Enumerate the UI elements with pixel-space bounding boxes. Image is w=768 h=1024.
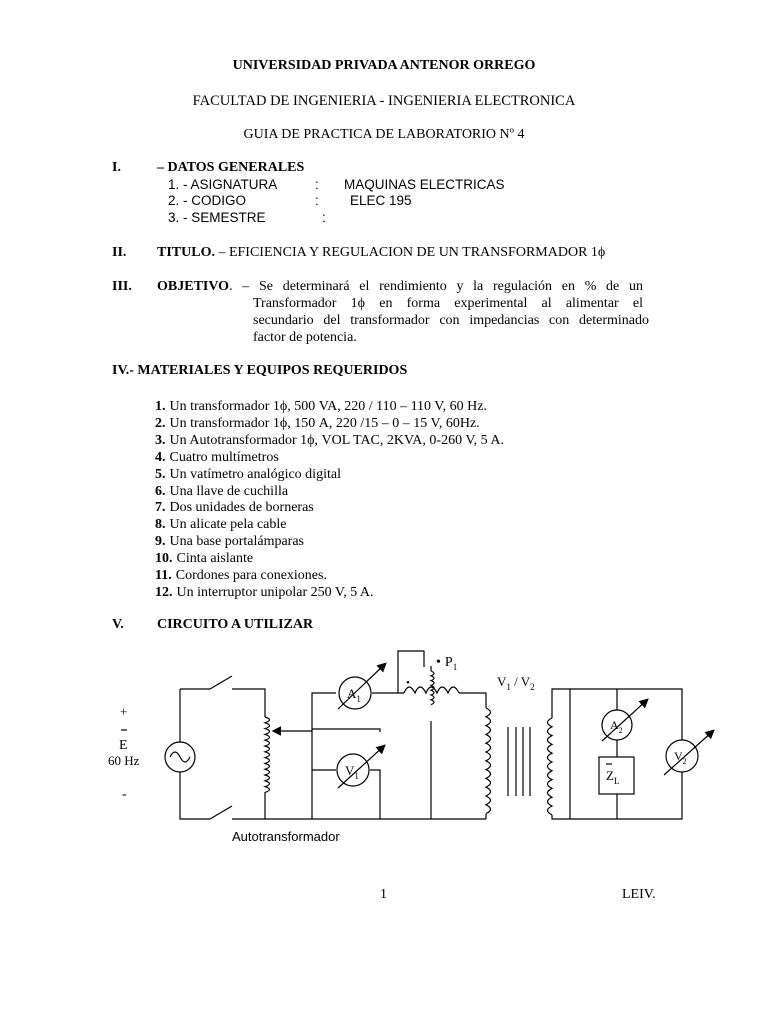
datos-asignatura-value: MAQUINAS ELECTRICAS <box>344 177 505 192</box>
voltmeter-v2-label: $V_2$ <box>674 749 687 766</box>
objective-line-2: Transformador 1ϕ en forma experimental al alimentar el <box>253 296 643 311</box>
materials-item-text: Un transformador 1ϕ, 500 VA, 220 / 110 – 110 V, 60 Hz. <box>169 399 487 414</box>
author-initials: LEIV. <box>622 887 656 902</box>
datos-semestre-sep: : <box>322 210 326 225</box>
materials-item <box>155 517 286 533</box>
materials-item-text: Cordones para conexiones. <box>175 568 327 583</box>
circuit-diagram <box>0 640 768 860</box>
materials-item <box>155 467 341 483</box>
datos-codigo-sep: : <box>315 193 319 208</box>
section5-numeral: V. <box>112 617 124 632</box>
materials-item-number: 3. <box>155 432 166 448</box>
datos-codigo-label: 2. - CODIGO <box>168 193 247 208</box>
source-frequency: 60 Hz <box>108 753 140 768</box>
materials-item-text: Un vatímetro analógico digital <box>169 466 341 482</box>
objective-line-1: . – Se determinará el rendimiento y la regulación en % de un <box>229 279 643 294</box>
datos-codigo-value: ELEC 195 <box>350 193 412 208</box>
materials-item-text: Una base portalámparas <box>169 534 304 550</box>
materials-item <box>155 450 279 466</box>
section3-numeral: III. <box>112 279 132 294</box>
load-zl-label: $Z_L$ <box>606 768 620 786</box>
materials-item <box>155 551 253 567</box>
materials-item-number: 2. <box>155 415 166 431</box>
datos-asignatura-sep: : <box>315 177 319 192</box>
section3-title: OBJETIVO <box>157 279 230 294</box>
source-plus: + <box>120 704 128 719</box>
page-number: 1 <box>380 887 387 902</box>
section2-numeral: II. <box>112 245 127 260</box>
materials-item-number: 11. <box>155 568 172 583</box>
materials-item-text: Cuatro multímetros <box>169 449 279 465</box>
materials-item <box>155 399 487 415</box>
section2-title: TITULO. <box>157 245 215 260</box>
voltmeter-v1-label: $V_1$ <box>345 763 359 781</box>
datos-semestre-label: 3. - SEMESTRE <box>168 210 266 225</box>
section5-title: CIRCUITO A UTILIZAR <box>157 617 314 632</box>
section4-title: IV.- MATERIALES Y EQUIPOS REQUERIDOS <box>112 363 408 378</box>
materials-item-number: 10. <box>155 551 173 567</box>
materials-item-text: Una llave de cuchilla <box>169 483 289 499</box>
materials-item-text: Cinta aislante <box>176 551 254 567</box>
source-minus: - <box>122 787 127 802</box>
materials-item <box>155 416 480 432</box>
materials-item-number: 12. <box>155 584 173 600</box>
materials-item-number: 4. <box>155 449 166 465</box>
materials-item <box>155 484 288 500</box>
datos-asignatura-label: 1. - ASIGNATURA <box>168 177 278 192</box>
autotransformer-label: Autotransformador <box>232 829 340 844</box>
materials-item-number: 1. <box>155 399 166 414</box>
section1-title: – DATOS GENERALES <box>157 160 305 175</box>
guide-title: GUIA DE PRACTICA DE LABORATORIO Nº 4 <box>243 127 525 142</box>
objective-line-3: secundario del transformador con impedancias con determinado <box>253 313 649 328</box>
faculty-title: FACULTAD DE INGENIERIA - INGENIERIA ELECTRONICA <box>192 93 576 109</box>
materials-item-number: 8. <box>155 517 166 533</box>
ammeter-a1-label: $A_1$ <box>347 686 361 704</box>
university-title: UNIVERSIDAD PRIVADA ANTENOR ORREGO <box>232 58 536 73</box>
materials-item-text: Un Autotransformador 1ϕ, VOL TAC, 2KVA, 0-260 V, 5 A. <box>169 432 504 448</box>
materials-item <box>155 500 314 516</box>
materials-item <box>155 585 374 601</box>
wattmeter-p1-label: • $P_1$ <box>436 655 458 672</box>
materials-item-text: Dos unidades de borneras <box>169 500 314 516</box>
section1-numeral: I. <box>112 160 121 175</box>
materials-item-number: 6. <box>155 483 166 499</box>
ammeter-a2-label: $A_2$ <box>610 718 623 735</box>
polarity-dot: • <box>406 677 410 689</box>
materials-item-text: Un interruptor unipolar 250 V, 5 A. <box>176 584 374 600</box>
materials-item <box>155 534 304 550</box>
materials-item-number: 9. <box>155 534 166 550</box>
source-e: E <box>119 738 128 753</box>
materials-item-number: 5. <box>155 466 166 482</box>
ratio-label: $V_1 / V_2$ <box>497 674 535 692</box>
section3-line1 <box>157 279 643 295</box>
materials-item <box>155 568 327 584</box>
materials-item-number: 7. <box>155 500 166 516</box>
section2-line <box>157 245 605 261</box>
materials-item-text: Un alicate pela cable <box>169 517 287 533</box>
section2-text: – EFICIENCIA Y REGULACION DE UN TRANSFORMADOR 1ϕ <box>214 245 606 260</box>
materials-item-text: Un transformador 1ϕ, 150 A, 220 /15 – 0 – 15 V, 60Hz. <box>169 415 480 431</box>
objective-line-4: factor de potencia. <box>253 330 357 345</box>
materials-item <box>155 433 504 449</box>
